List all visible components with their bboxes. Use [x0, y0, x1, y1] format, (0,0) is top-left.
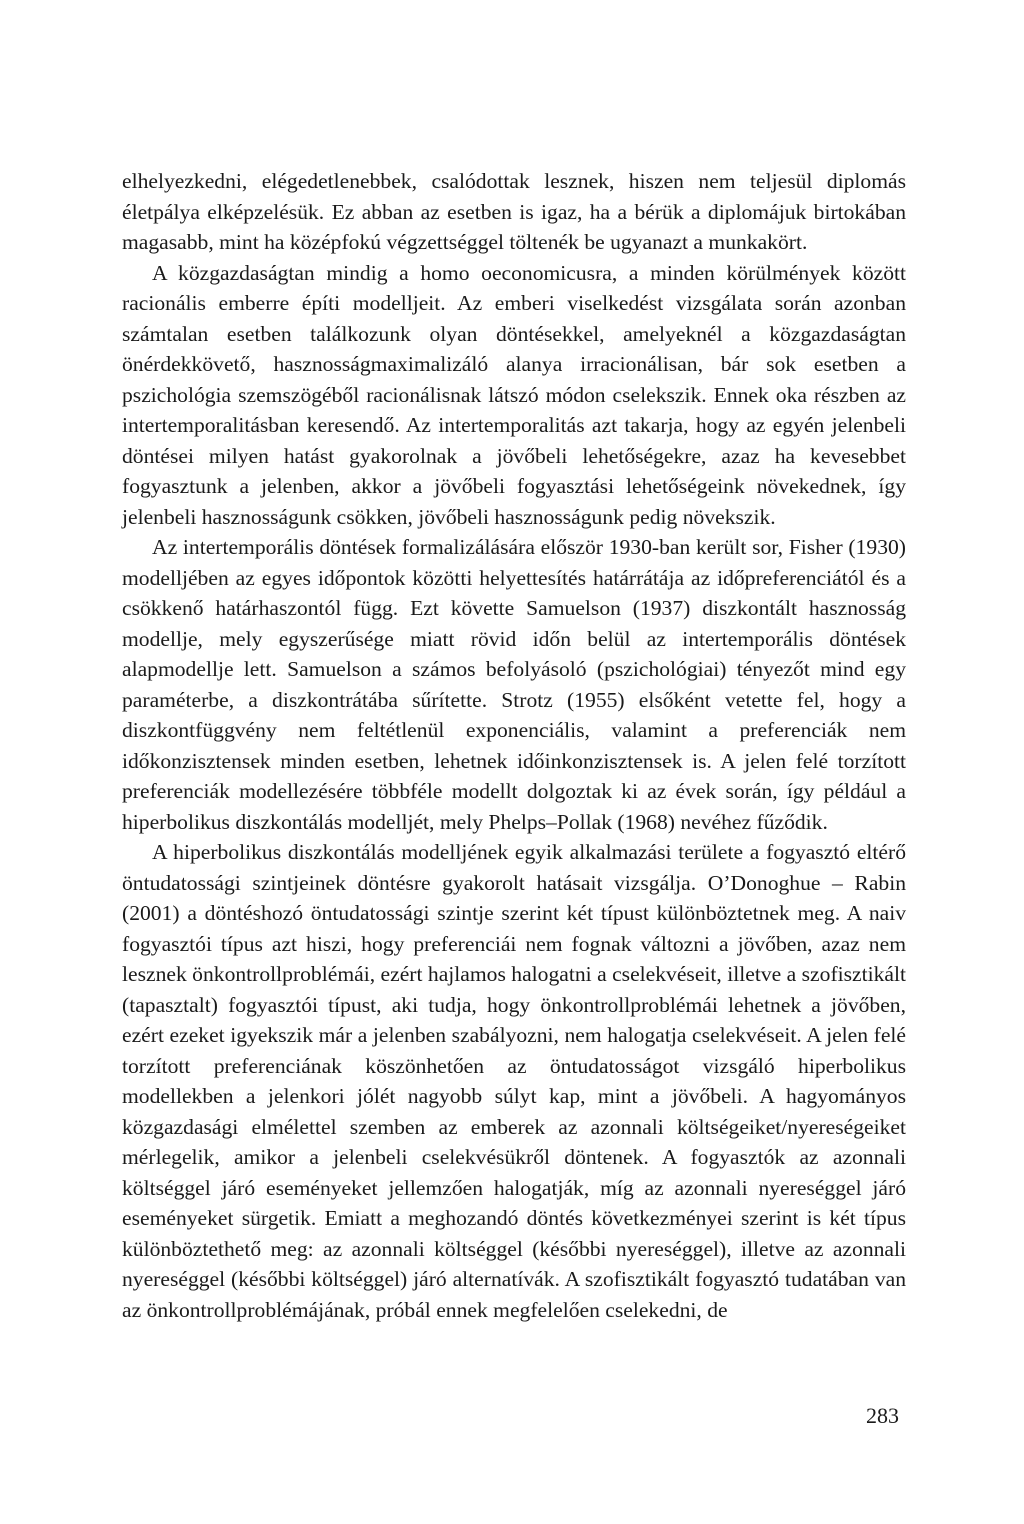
page-number: 283	[866, 1403, 899, 1428]
paragraph-3: Az intertemporális döntések formalizálására először 1930-ban került sor, Fisher (1930) modelljében az egyes időpontok közötti helyettesítés határrátája az időpreferenciától és a csökkenő határhaszontól függ. Ezt követte Samuelson (1937) diszkontált hasznosság modellje, mely egyszerűsége miatt rövid időn belül az intertemporális döntések alapmodellje lett. Samuelson a számos befolyásoló (pszichológiai) tényezőt mind egy paraméterbe, a diszkontrátába sűrítette. Strotz (1955) elsőként vetette fel, hogy a diszkontfüggvény nem feltétlenül exponenciális, valamint a preferenciák nem időkonzisztensek minden esetben, lehetnek időinkonzisztensek is. A jelen felé torzított preferenciák modellezésére többféle modellt dolgoztak ki az évek során, így például a hiperbolikus diszkontálás modelljét, mely Phelps–Pollak (1968) nevéhez fűződik.	[122, 535, 906, 834]
paragraph-2: A közgazdaságtan mindig a homo oeconomicusra, a minden körülmények között racionális emberre építi modelljeit. Az emberi viselkedést vizsgálata során azonban számtalan esetben találkozunk olyan döntésekkel, amelyeknél a közgazdaságtan önérdekkövető, hasznosságmaximalizáló alanya irracionálisan, bár sok esetben a pszichológia szemszögéből racionálisnak látszó módon cselekszik. Ennek oka részben az intertemporalitásban keresendő. Az intertemporalitás azt takarja, hogy az egyén jelenbeli döntései milyen hatást gyakorolnak a jövőbeli lehetőségekre, azaz ha kevesebbet fogyasztunk a jelenben, akkor a jövőbeli fogyasztási lehetőségeink növekednek, így jelenbeli hasznosságunk csökken, jövőbeli hasznosságunk pedig növekszik.	[122, 260, 906, 529]
paragraph-1: elhelyezkedni, elégedetlenebbek, csalódottak lesznek, hiszen nem teljesül diplomás életpálya elképzelésük. Ez abban az esetben is igaz, ha a bérük a diplomájuk birtokában magasabb, mint ha középfokú végzettséggel töltenék be ugyanazt a munkakört.	[122, 169, 906, 254]
paragraph-4: A hiperbolikus diszkontálás modelljének egyik alkalmazási területe a fogyasztó eltérő öntudatossági szintjeinek döntésre gyakorolt hatásait vizsgálja. O’Donoghue – Rabin (2001) a döntéshozó öntudatossági szintje szerint két típust különböztetnek meg. A naiv fogyasztói típus azt hiszi, hogy preferenciái nem fognak változni a jövőben, azaz nem lesznek önkontrollproblémái, ezért hajlamos halogatni a cselekvéseit, illetve a szofisztikált (tapasztalt) fogyasztói típust, aki tudja, hogy önkontrollproblémái lehetnek a jövőben, ezért ezeket igyekszik már a jelenben szabályozni, nem halogatja cselekvéseit. A jelen felé torzított preferenciának köszönhetően az öntudatosságot vizsgáló hiperbolikus modellekben a jelenkori jólét nagyobb súlyt kap, mint a jövőbeli. A hagyományos közgazdasági elmélettel szemben az emberek az azonnali költségeiket/nyereségeiket mérlegelik, amikor a jelenbeli cselekvésükről döntenek. A fogyasztók az azonnali költséggel járó eseményeket jellemzően halogatják, míg az azonnali nyereséggel járó eseményeket sürgetik. Emiatt a meghozandó döntés következményei szerint is két típus különböztethető meg: az azonnali költséggel (későbbi nyereséggel), illetve az azonnali nyereséggel (későbbi költséggel) járó alternatívák. A szofisztikált fogyasztó tudatában van az önkontrollproblémájának, próbál ennek megfelelően cselekedni, de	[122, 840, 906, 1322]
body-text	[122, 166, 906, 1325]
